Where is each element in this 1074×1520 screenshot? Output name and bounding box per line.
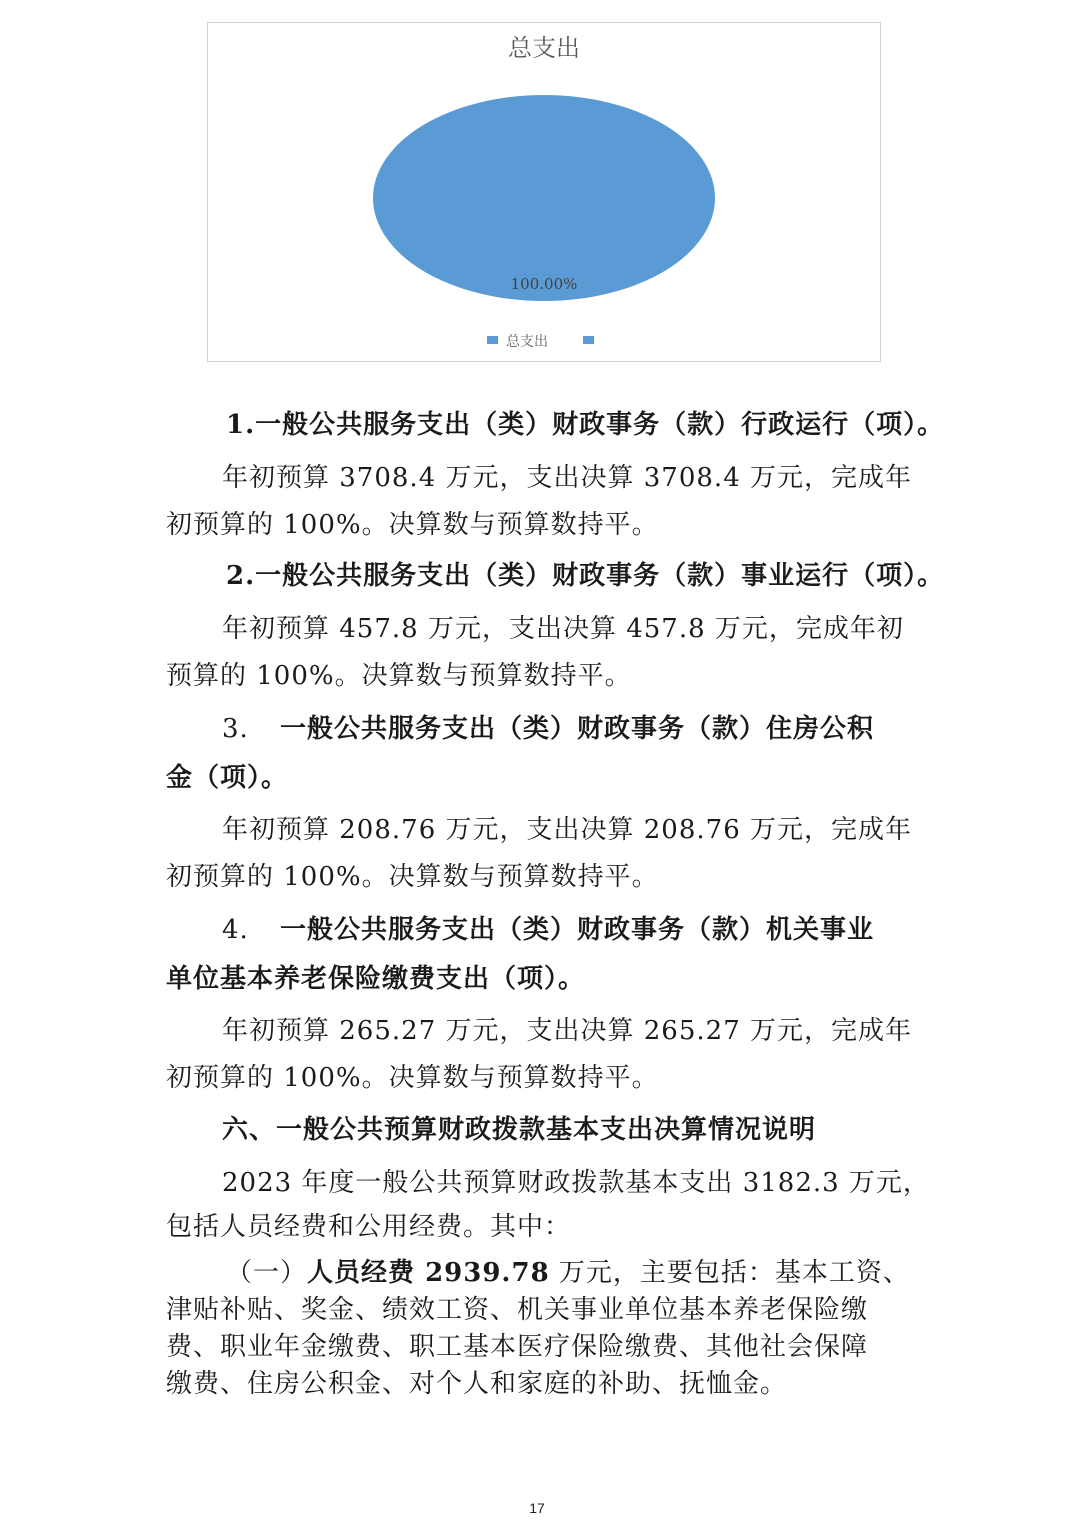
item3-number: 3. bbox=[222, 714, 249, 744]
personnel-bold: 人员经费 2939.78 bbox=[307, 1258, 550, 1288]
legend-swatch-1 bbox=[583, 336, 594, 344]
item4-line1: 年初预算 265.27 万元，支出决算 265.27 万元，完成年 bbox=[222, 1016, 913, 1046]
item4-heading-line2: 单位基本养老保险缴费支出（项）。 bbox=[166, 964, 586, 994]
item2-line2: 预算的 100%。决算数与预算数持平。 bbox=[166, 661, 632, 691]
item3-line2: 初预算的 100%。决算数与预算数持平。 bbox=[166, 862, 659, 892]
pie-slice-0 bbox=[373, 95, 715, 301]
section6-line2: 包括人员经费和公用经费。其中： bbox=[166, 1212, 572, 1242]
item2-heading: 2.一般公共服务支出（类）财政事务（款）事业运行（项）。 bbox=[226, 561, 945, 591]
personnel-line4: 缴费、住房公积金、对个人和家庭的补助、抚恤金。 bbox=[166, 1369, 788, 1399]
item4-heading: 一般公共服务支出（类）财政事务（款）机关事业 bbox=[280, 915, 875, 945]
personnel-line1 bbox=[0, 1256, 1074, 1290]
personnel-line3: 费、职业年金缴费、职工基本医疗保险缴费、其他社会保障 bbox=[166, 1332, 869, 1362]
item1-heading: 1.一般公共服务支出（类）财政事务（款）行政运行（项）。 bbox=[226, 410, 945, 440]
item3-heading: 一般公共服务支出（类）财政事务（款）住房公积 bbox=[280, 714, 875, 744]
item4-line2: 初预算的 100%。决算数与预算数持平。 bbox=[166, 1063, 659, 1093]
pie-data-label-0: 100.00% bbox=[510, 275, 578, 293]
item3-line1: 年初预算 208.76 万元，支出决算 208.76 万元，完成年 bbox=[222, 815, 913, 845]
item1-line2: 初预算的 100%。决算数与预算数持平。 bbox=[166, 510, 659, 540]
legend-swatch-0 bbox=[487, 336, 498, 344]
item4-number: 4. bbox=[222, 915, 249, 945]
chart-title: 总支出 bbox=[508, 34, 580, 62]
personnel-prefix: （一） bbox=[226, 1258, 308, 1288]
item2-line1: 年初预算 457.8 万元，支出决算 457.8 万元，完成年初 bbox=[222, 614, 904, 644]
item1-line1: 年初预算 3708.4 万元，支出决算 3708.4 万元，完成年 bbox=[222, 463, 913, 493]
pie-chart bbox=[207, 22, 881, 362]
page-number: 17 bbox=[529, 1500, 545, 1516]
personnel-line2: 津贴补贴、奖金、绩效工资、机关事业单位基本养老保险缴 bbox=[166, 1295, 869, 1325]
section6-line1: 2023 年度一般公共预算财政拨款基本支出 3182.3 万元， bbox=[222, 1168, 930, 1198]
pie-chart-svg bbox=[208, 23, 880, 361]
legend-label-0: 总支出 bbox=[506, 334, 548, 350]
personnel-rest: 万元，主要包括：基本工资、 bbox=[549, 1258, 910, 1288]
section6-heading: 六、一般公共预算财政拨款基本支出决算情况说明 bbox=[222, 1115, 817, 1145]
item3-heading-line2: 金（项）。 bbox=[166, 763, 289, 793]
